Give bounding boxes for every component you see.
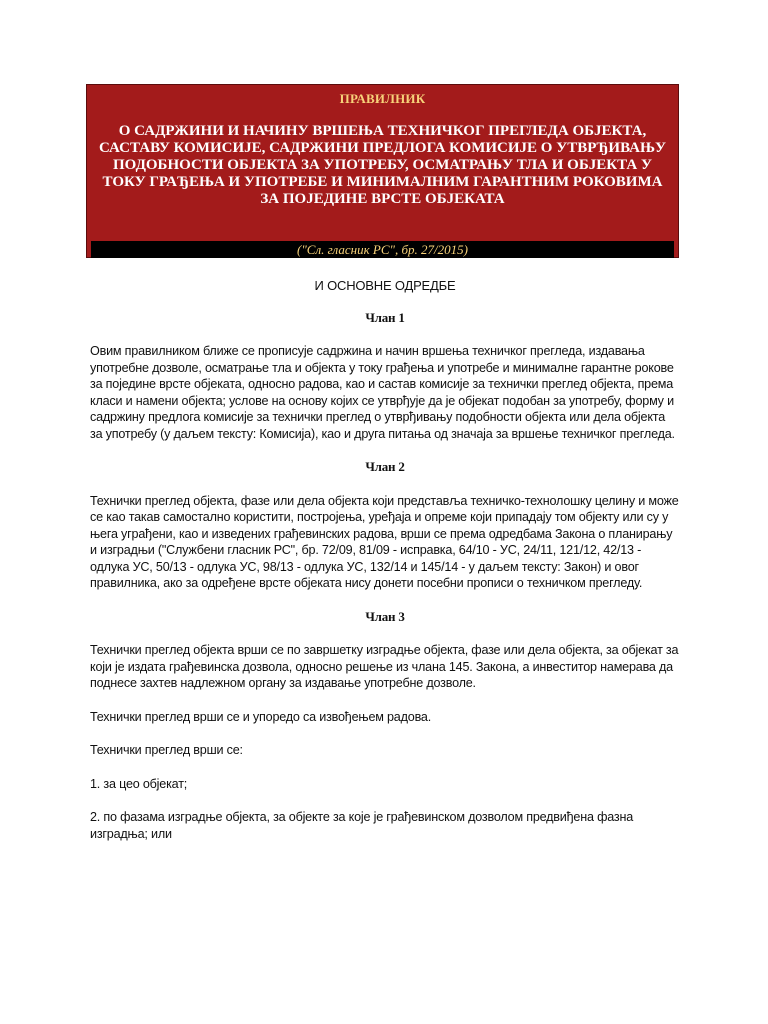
article-3-paragraph-1: Технички преглед објекта врши се по завршетку изградње објекта, фазе или дела објекта, за објекат за који је издата грађевинска дозвола, односно решење из члана 145. Закона, а инвеститор намерава да поднесе захтев надлежном органу за издавање употребне дозволе. <box>90 643 679 690</box>
article-2-title: Члан 2 <box>365 459 405 474</box>
article-3-paragraph-4: 1. за цео објекат; <box>90 776 188 791</box>
document-title: О САДРЖИНИ И НАЧИНУ ВРШЕЊА ТЕХНИЧКОГ ПРЕГЛЕДА ОБЈЕКТА, САСТАВУ КОМИСИЈЕ, САДРЖИНИ ПРЕДЛОГА КОМИСИЈЕ О УТВРЂИВАЊУ ПОДОБНОСТИ ОБЈЕКТА ЗА УПОТРЕБУ, ОСМАТРАЊУ ТЛА И ОБЈЕКТА У ТОКУ ГРАЂЕЊА И УПОТРЕБЕ И МИНИМАЛНИМ ГАРАНТНИМ РОКОВИМА ЗА ПОЈЕДИНЕ ВРСТЕ ОБЈЕКАТА <box>98 123 667 207</box>
article-1-title: Члан 1 <box>365 309 405 325</box>
article-3-paragraph-2: Технички преглед врши се и упоредо са извођењем радова. <box>90 709 432 724</box>
article-2-paragraph-1: Технички преглед објекта, фазе или дела објекта који представља техничко-технолошку целину и може се као такав самостално користити, постројења, уређаја и опреме који припадају том објекту или су у њега уграђени, као и изведених грађевинских радова, врши се према одредбама Закона о планирању и изградњи ("Службени гласник РС", бр. 72/09, 81/09 - исправка, 64/10 - УС, 24/11, 121/12, 42/13 - одлука УС, 50/13 - одлука УС, 98/13 - одлука УС, 132/14 и 145/14 - у даљем тексту: Закон) и овог правилника, ако за одређене врсте објеката нису донети посебни прописи о техничком прегледу. <box>90 493 679 590</box>
gazette-bar <box>91 241 674 258</box>
article-3-paragraph-3: Технички преглед врши се: <box>90 743 243 757</box>
article-3-title: Члан 3 <box>365 608 405 624</box>
article-3-paragraph-5: 2. по фазама изградње објекта, за објекте за које је грађевинском дозволом предвиђена фазна изградња; или <box>90 810 634 841</box>
section-title: И ОСНОВНЕ ОДРЕДБЕ <box>314 278 456 293</box>
gazette-reference: ("Сл. гласник РС", бр. 27/2015) <box>297 242 468 257</box>
document-body <box>90 278 680 859</box>
document-header <box>86 84 679 258</box>
article-1-paragraph-1: Овим правилником ближе се прописује садржина и начин вршења техничког прегледа, издавања употребне дозволе, осматрање тла и објекта у току грађења и употребе и минималне гарантне рокове за поједине врсте објеката, односно радова, као и састав комисије за технички преглед објекта, према класи и намени објекта; услове на основу којих се утврђује да је објекат подобан за употребу, форму и садржину предлога комисије за технички преглед о утврђивању подобности објекта или дела објекта за употребу (у даљем тексту: Комисија), као и друга питања од значаја за вршење техничког прегледа. <box>90 344 675 441</box>
document-type: ПРАВИЛНИК <box>339 91 426 106</box>
